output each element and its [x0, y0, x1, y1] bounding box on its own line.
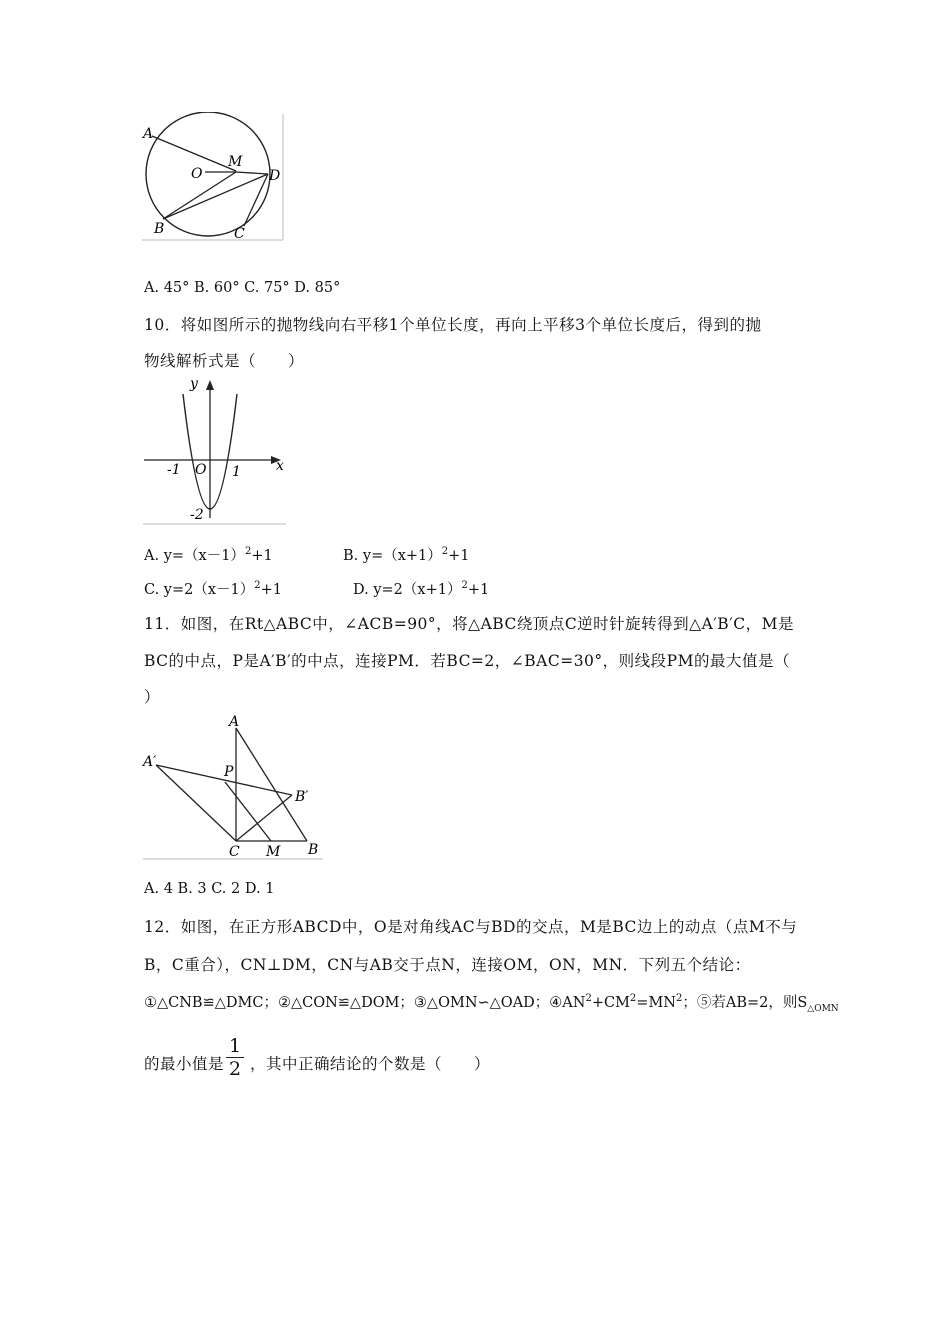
q12-fraction-numerator: 1: [228, 1035, 242, 1057]
q9-label-d: D: [269, 168, 281, 184]
q11-options: A. 4 B. 3 C. 2 D. 1: [144, 881, 275, 897]
q11-label-c: C: [229, 844, 240, 860]
q11-stem-line1: 11．如图，在Rt△ABC中，∠ACB=90°，将△ABC绕顶点C逆时针旋转得到△A′B′C，M是: [144, 615, 794, 633]
q10-label-x: x: [276, 458, 284, 474]
q12-stem-line4-b: ，其中正确结论的个数是（ ）: [250, 1055, 491, 1073]
q9-segment-md: [236, 172, 268, 174]
q11-segment-pm: [225, 782, 271, 841]
q11-rotation-figure: [140, 712, 326, 862]
q10-label-1: 1: [232, 464, 241, 480]
q10-option-d: D. $y=2(x+1)^2+1$: [353, 580, 490, 598]
q10-label-neg1: -1: [167, 462, 181, 478]
q11-stem-line3: ）: [144, 688, 161, 706]
q12-stem-line4-a: 的最小值是: [144, 1055, 225, 1073]
q9-label-o: O: [191, 166, 203, 182]
q11-label-a: A: [229, 714, 240, 730]
q11-label-a-prime: A′: [143, 754, 157, 770]
q9-label-a: A: [143, 126, 154, 142]
q10-stem-line2: 物线解析式是（ ）: [144, 352, 305, 370]
q11-label-m: M: [266, 844, 281, 860]
q10-label-neg2: -2: [190, 507, 204, 523]
q9-segment-bd: [163, 174, 268, 219]
q10-stem-line1: 10．将如图所示的抛物线向右平移1个单位长度，再向上平移3个单位长度后，得到的抛: [144, 316, 762, 334]
q12-fraction: [226, 1036, 244, 1079]
q9-options: A. 45° B. 60° C. 75° D. 85°: [144, 280, 341, 296]
q9-label-c: C: [234, 226, 245, 242]
q11-label-p: P: [224, 764, 234, 780]
q10-option-c: C. $y=2(x-1)^2+1$: [144, 580, 283, 598]
q11-label-b-prime: B′: [295, 789, 309, 805]
q11-segment-bpc: [236, 795, 292, 841]
q12-stem-line2: B，C重合），CN⊥DM，CN与AB交于点N，连接OM，ON，MN．下列五个结论：: [144, 956, 751, 974]
q12-stem-line3: ①△CNB≌△DMC；②△CON≌△DOM；③△OMN∽△OAD；$④AN^2+CM^2=MN^2$；⑤若AB=2，则$S_{\triangle OMN}$: [144, 993, 839, 1014]
q12-stem-line1: 12．如图，在正方形ABCD中，O是对角线AC与BD的交点，M是BC边上的动点（点M不与: [144, 918, 798, 936]
q9-label-m: M: [228, 154, 243, 170]
q10-option-b: B. $y=(x+1)^2+1$: [343, 546, 470, 564]
q9-label-b: B: [154, 221, 165, 237]
q10-label-o: O: [195, 462, 207, 478]
q10-parabola-figure: [140, 374, 290, 526]
q11-stem-line2: BC的中点，P是A′B′的中点，连接PM．若BC=2，∠BAC=30°，则线段PM的最大值是（: [144, 652, 790, 670]
q9-circle-figure: [140, 112, 290, 244]
q10-y-arrow: [206, 380, 214, 390]
q12-fraction-denominator: 2: [228, 1058, 242, 1080]
q11-label-b: B: [308, 842, 319, 858]
q10-label-y: y: [190, 376, 198, 392]
q10-option-a: A. $y=(x-1)^2+1$: [144, 546, 273, 564]
